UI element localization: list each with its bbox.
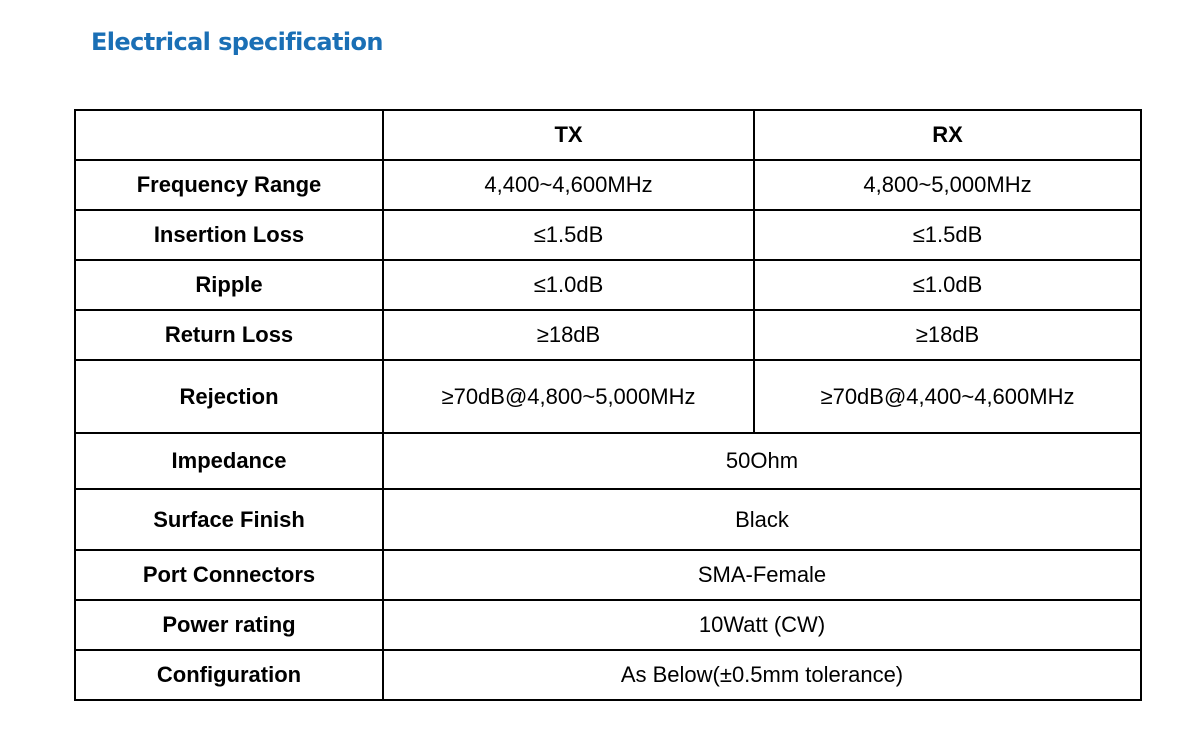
- tx-value: ≤1.0dB: [383, 260, 754, 310]
- table-header-row: [75, 110, 1141, 160]
- table-row: [75, 600, 1141, 650]
- row-label: Impedance: [75, 433, 383, 489]
- merged-value: Black: [383, 489, 1141, 550]
- tx-value: ≥18dB: [383, 310, 754, 360]
- row-label: Frequency Range: [75, 160, 383, 210]
- rx-value: ≤1.5dB: [754, 210, 1141, 260]
- merged-value: 10Watt (CW): [383, 600, 1141, 650]
- header-blank-cell: [75, 110, 383, 160]
- merged-value: 50Ohm: [383, 433, 1141, 489]
- table-row: [75, 360, 1141, 433]
- row-label: Port Connectors: [75, 550, 383, 600]
- tx-value: 4,400~4,600MHz: [383, 160, 754, 210]
- rx-value: ≥70dB@4,400~4,600MHz: [754, 360, 1141, 433]
- rx-value: 4,800~5,000MHz: [754, 160, 1141, 210]
- tx-value: ≤1.5dB: [383, 210, 754, 260]
- table-row: [75, 260, 1141, 310]
- row-label: Configuration: [75, 650, 383, 700]
- header-rx: RX: [754, 110, 1141, 160]
- page-title: Electrical specification: [91, 28, 383, 56]
- rx-value: ≥18dB: [754, 310, 1141, 360]
- row-label: Surface Finish: [75, 489, 383, 550]
- table-row: [75, 433, 1141, 489]
- table-row: [75, 160, 1141, 210]
- table-row: [75, 489, 1141, 550]
- table-row: [75, 210, 1141, 260]
- table-row: [75, 310, 1141, 360]
- row-label: Insertion Loss: [75, 210, 383, 260]
- row-label: Return Loss: [75, 310, 383, 360]
- rx-value: ≤1.0dB: [754, 260, 1141, 310]
- table-row: [75, 650, 1141, 700]
- merged-value: SMA-Female: [383, 550, 1141, 600]
- row-label: Ripple: [75, 260, 383, 310]
- merged-value: As Below(±0.5mm tolerance): [383, 650, 1141, 700]
- table-row: [75, 550, 1141, 600]
- tx-value: ≥70dB@4,800~5,000MHz: [383, 360, 754, 433]
- row-label: Rejection: [75, 360, 383, 433]
- header-tx: TX: [383, 110, 754, 160]
- spec-table: [74, 109, 1142, 701]
- row-label: Power rating: [75, 600, 383, 650]
